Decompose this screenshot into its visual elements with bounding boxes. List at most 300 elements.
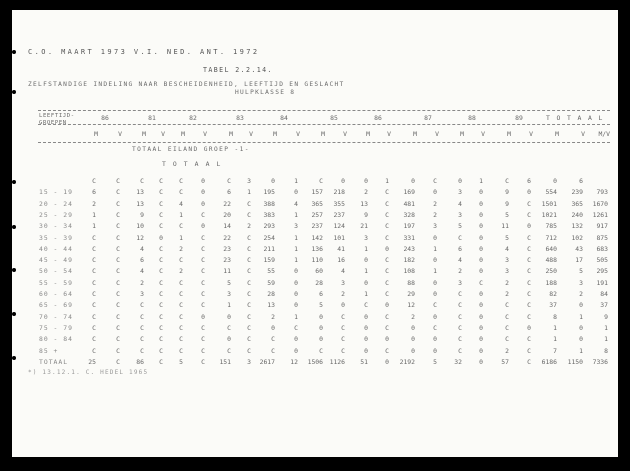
table-cell: 108 [403, 267, 415, 276]
table-cell: 0 [294, 335, 298, 344]
table-cell: 2 [364, 188, 368, 197]
table-cell: 0 [201, 199, 205, 208]
table-cell: 488 [545, 256, 557, 265]
table-row [12, 199, 618, 210]
table-subtitle-2: HULPKLASSE 8 [235, 89, 296, 96]
footnote: *) 13.12.1. C. HEDEL 1965 [28, 369, 149, 376]
row-label: 75 - 79 [39, 323, 73, 332]
table-cell: 1 [227, 301, 231, 310]
table-cell: 0 [411, 346, 415, 355]
left-header-2: GROEPEN [39, 120, 67, 126]
table-cell: C [247, 335, 251, 344]
table-cell: 0 [479, 199, 483, 208]
table-cell: 331 [403, 233, 415, 242]
rule-top [38, 110, 610, 111]
table-cell: C [227, 177, 231, 185]
table-cell: 1506 [307, 358, 323, 366]
row-label: 40 - 44 [39, 244, 73, 253]
table-cell: 365 [571, 199, 583, 208]
table-cell: 22 [223, 199, 231, 208]
table-cell: 6 [92, 188, 96, 197]
table-row [12, 255, 618, 266]
table-cell: C [116, 222, 120, 231]
sex-column-label: M [507, 130, 511, 138]
table-cell: 10 [136, 222, 144, 231]
table-cell: C [201, 301, 205, 310]
table-cell: 6 [227, 188, 231, 197]
table-cell: C [527, 233, 531, 242]
table-cell: C [201, 210, 205, 219]
table-cell: 3 [458, 188, 462, 197]
sex-column-label: V [118, 130, 122, 138]
row-label: 60 - 64 [39, 290, 73, 298]
table-cell: 3 [341, 278, 345, 287]
table-cell: 2 [140, 278, 144, 287]
table-cell: 9 [364, 210, 368, 219]
table-cell: 257 [311, 210, 323, 219]
table-cell: 0 [159, 233, 163, 242]
table-row [12, 233, 618, 244]
table-cell: 2 [505, 290, 509, 298]
table-cell: 12 [407, 301, 415, 310]
table-cell: 4 [341, 267, 345, 276]
table-cell: C [116, 358, 120, 366]
table-cell: 237 [311, 222, 323, 231]
table-cell: 151 [219, 358, 231, 366]
table-cell: 0 [479, 267, 483, 276]
table-cell: 55 [267, 267, 275, 276]
table-cell: 5 [433, 358, 437, 366]
table-cell: C [116, 335, 120, 344]
row-label: TOTAAL [39, 358, 69, 366]
row-label: 45 - 49 [39, 256, 73, 265]
table-cell: 785 [545, 222, 557, 231]
table-cell: 57 [501, 358, 509, 366]
table-cell: 25 [88, 358, 96, 366]
table-row [12, 346, 618, 357]
table-cell: C [159, 188, 163, 197]
table-cell: 13 [267, 301, 275, 310]
table-cell: C [247, 278, 251, 287]
sex-column-label: V [481, 130, 485, 138]
table-cell: C [505, 323, 509, 332]
sex-column-label: V [435, 130, 439, 138]
table-cell: 102 [571, 233, 583, 242]
table-cell: 3 [505, 256, 509, 265]
table-cell: 0 [227, 335, 231, 344]
table-cell: 1 [579, 346, 583, 355]
table-cell: C [92, 323, 96, 332]
table-cell: C [527, 278, 531, 287]
sex-column-label: M [94, 130, 98, 138]
table-cell: 505 [596, 256, 608, 265]
table-cell: C [116, 267, 120, 276]
table-cell: C [433, 177, 437, 185]
table-cell: 51 [360, 358, 368, 366]
table-cell: 29 [407, 290, 415, 298]
table-cell: C [116, 256, 120, 265]
table-cell: 4 [458, 256, 462, 265]
row-label: 65 - 69 [39, 301, 73, 310]
table-cell: C [385, 210, 389, 219]
table-cell: 2 [92, 199, 96, 208]
table-cell: 1150 [567, 358, 583, 366]
table-cell: 13 [136, 199, 144, 208]
table-cell: C [179, 335, 183, 344]
table-cell: 8 [604, 346, 608, 355]
table-cell: 917 [596, 222, 608, 231]
table-cell: 1 [92, 210, 96, 219]
table-row [12, 221, 618, 232]
table-cell: 20 [223, 210, 231, 219]
table-cell: 1 [294, 233, 298, 242]
table-cell: C [319, 346, 323, 355]
table-cell: 0 [294, 346, 298, 355]
table-cell: C [479, 278, 483, 287]
table-cell: C [247, 301, 251, 310]
table-cell: C [527, 256, 531, 265]
table-cell: C [159, 346, 163, 355]
sex-column-label: M [273, 130, 277, 138]
table-cell: C [458, 312, 462, 321]
table-cell: C [527, 267, 531, 276]
table-cell: 0 [341, 177, 345, 185]
table-cell: C [159, 358, 163, 366]
table-cell: 0 [364, 346, 368, 355]
table-cell: 0 [479, 335, 483, 344]
table-cell: 0 [579, 335, 583, 344]
table-cell: C [92, 312, 96, 321]
table-cell: 3 [294, 222, 298, 231]
row-label: 15 - 19 [39, 188, 73, 197]
table-cell: 0 [364, 177, 368, 185]
table-cell: C [140, 323, 144, 332]
table-cell: 0 [553, 177, 557, 185]
table-cell: C [92, 233, 96, 242]
table-cell: C [247, 199, 251, 208]
table-cell: C [385, 233, 389, 242]
table-cell: 132 [571, 222, 583, 231]
table-cell: 0 [479, 301, 483, 310]
table-cell: 88 [407, 278, 415, 287]
table-cell: C [505, 301, 509, 310]
table-cell: C [294, 323, 298, 332]
table-cell: C [116, 323, 120, 332]
table-cell: 4 [505, 244, 509, 253]
table-cell: 683 [596, 244, 608, 253]
table-cell: 41 [337, 244, 345, 253]
table-cell: 0 [433, 256, 437, 265]
table-cell: C [179, 312, 183, 321]
table-cell: C [527, 210, 531, 219]
table-cell: 0 [433, 278, 437, 287]
table-cell: C [201, 233, 205, 242]
table-cell: 6 [579, 177, 583, 185]
table-cell: C [527, 358, 531, 366]
table-cell: 0 [294, 188, 298, 197]
table-cell: 2617 [259, 358, 275, 366]
section-heading: TOTAAL EILAND GROEP -1- [132, 146, 250, 153]
table-cell: 3 [227, 290, 231, 298]
table-cell: C [247, 346, 251, 355]
table-cell: 295 [596, 267, 608, 276]
table-cell: 1 [294, 244, 298, 253]
table-cell: C [116, 312, 120, 321]
table-cell: 3 [247, 177, 251, 185]
row-label: 80 - 84 [39, 335, 73, 344]
row-label: 30 - 34 [39, 222, 73, 231]
table-cell: 1 [294, 312, 298, 321]
table-cell: 13 [360, 199, 368, 208]
table-cell: 3 [364, 233, 368, 242]
table-cell: C [201, 244, 205, 253]
table-cell: 23 [223, 256, 231, 265]
table-cell: 0 [433, 312, 437, 321]
sex-column-label: V [387, 130, 391, 138]
table-cell: C [201, 290, 205, 298]
table-cell: 157 [311, 188, 323, 197]
table-cell: C [341, 346, 345, 355]
table-cell: 2 [179, 267, 183, 276]
table-cell: C [341, 335, 345, 344]
table-cell: 7336 [592, 358, 608, 366]
table-cell: 86 [136, 358, 144, 366]
age-group-label: 88 [468, 114, 476, 122]
table-cell: 11 [501, 222, 509, 231]
table-cell: 0 [433, 233, 437, 242]
table-cell: 4 [140, 267, 144, 276]
table-cell: C [159, 256, 163, 265]
table-cell: 3 [458, 278, 462, 287]
sex-column-label: M/V [598, 130, 610, 138]
table-cell: C [159, 199, 163, 208]
table-cell: 239 [571, 188, 583, 197]
table-cell: 1 [179, 210, 183, 219]
table-cell: 0 [385, 358, 389, 366]
age-group-label: 86 [101, 114, 109, 122]
table-row [12, 323, 618, 334]
table-cell: C [247, 210, 251, 219]
table-cell: C [527, 244, 531, 253]
table-cell: 6 [140, 256, 144, 265]
total-column-label: T O T A A L [546, 114, 604, 122]
table-cell: 32 [454, 358, 462, 366]
table-cell: 124 [333, 222, 345, 231]
table-cell: C [385, 278, 389, 287]
document-page [12, 10, 618, 457]
table-cell: 355 [333, 199, 345, 208]
table-cell: 22 [223, 233, 231, 242]
table-cell: C [179, 177, 183, 185]
table-cell: 3 [433, 222, 437, 231]
table-cell: 197 [403, 222, 415, 231]
table-cell: 0 [227, 312, 231, 321]
table-cell: 5 [505, 210, 509, 219]
row-label: 55 - 59 [39, 278, 73, 287]
table-cell: 0 [201, 312, 205, 321]
table-cell: 0 [201, 222, 205, 231]
sex-column-label: V [343, 130, 347, 138]
table-cell: 3 [579, 278, 583, 287]
table-cell: 21 [360, 222, 368, 231]
table-cell: 2 [433, 210, 437, 219]
table-cell: 6 [458, 244, 462, 253]
age-group-label: 89 [515, 114, 523, 122]
age-group-label: 86 [374, 114, 382, 122]
table-cell: 1 [364, 290, 368, 298]
table-cell: 1 [294, 210, 298, 219]
table-cell: C [179, 188, 183, 197]
table-cell: C [319, 177, 323, 185]
table-cell: 2 [271, 312, 275, 321]
table-cell: C [433, 301, 437, 310]
table-cell: C [92, 290, 96, 298]
punch-hole [12, 50, 16, 54]
table-cell: C [159, 290, 163, 298]
table-cell: 365 [311, 199, 323, 208]
table-cell: C [247, 323, 251, 332]
table-cell: 1021 [541, 210, 557, 219]
table-cell: 188 [545, 278, 557, 287]
sex-column-label: V [203, 130, 207, 138]
table-cell: 11 [223, 267, 231, 276]
table-cell: C [505, 177, 509, 185]
table-cell: 793 [596, 188, 608, 197]
table-cell: 0 [527, 188, 531, 197]
sex-column-label: M [181, 130, 185, 138]
table-row [12, 266, 618, 277]
table-cell: 2 [247, 222, 251, 231]
table-cell: 0 [479, 210, 483, 219]
table-cell: C [116, 177, 120, 185]
table-cell: 0 [479, 358, 483, 366]
table-cell: C [116, 346, 120, 355]
table-cell: C [116, 188, 120, 197]
table-cell: 1 [433, 267, 437, 276]
table-cell: 0 [385, 301, 389, 310]
table-cell: C [201, 346, 205, 355]
sex-column-label: M [229, 130, 233, 138]
table-cell: 0 [433, 188, 437, 197]
sex-column-label: V [161, 130, 165, 138]
table-row [12, 300, 618, 311]
table-cell: 37 [600, 301, 608, 310]
table-cell: 1501 [541, 199, 557, 208]
table-cell: 6 [527, 177, 531, 185]
table-cell: 0 [433, 290, 437, 298]
table-cell: 0 [527, 323, 531, 332]
table-cell: C [159, 278, 163, 287]
table-cell: C [385, 222, 389, 231]
table-cell: 211 [263, 244, 275, 253]
table-cell: 254 [263, 233, 275, 242]
table-cell: C [385, 346, 389, 355]
table-cell: C [140, 177, 144, 185]
table-cell: C [227, 323, 231, 332]
table-cell: 875 [596, 233, 608, 242]
table-cell: C [527, 335, 531, 344]
table-cell: 5 [179, 358, 183, 366]
table-row [12, 278, 618, 289]
table-cell: C [271, 346, 275, 355]
table-cell: C [92, 301, 96, 310]
table-cell: 84 [600, 290, 608, 298]
table-cell: 17 [575, 256, 583, 265]
table-cell: 6 [319, 290, 323, 298]
table-cell: 4 [179, 199, 183, 208]
table-cell: C [116, 233, 120, 242]
table-cell: C [385, 290, 389, 298]
table-cell: C [201, 278, 205, 287]
table-cell: 2 [505, 346, 509, 355]
table-cell: C [116, 301, 120, 310]
table-cell: 4 [294, 199, 298, 208]
table-cell: 0 [433, 346, 437, 355]
rule-bottom [38, 142, 610, 143]
sex-column-label: M [555, 130, 559, 138]
table-cell: C [92, 278, 96, 287]
table-cell: 0 [201, 177, 205, 185]
table-cell: 0 [411, 335, 415, 344]
table-cell: 2 [179, 244, 183, 253]
table-cell: 9 [604, 312, 608, 321]
row-label: 85 + [39, 346, 59, 355]
table-cell: C [385, 312, 389, 321]
table-row [12, 312, 618, 323]
table-cell: 1 [553, 335, 557, 344]
table-cell: 0 [479, 290, 483, 298]
table-cell: C [271, 335, 275, 344]
table-cell: 328 [403, 210, 415, 219]
table-cell: 5 [458, 222, 462, 231]
table-cell: C [159, 267, 163, 276]
table-cell: 16 [337, 256, 345, 265]
table-cell: C [458, 346, 462, 355]
table-cell: C [247, 233, 251, 242]
table-cell: C [385, 267, 389, 276]
table-row [12, 244, 618, 255]
table-cell: C [92, 244, 96, 253]
sex-column-label: V [296, 130, 300, 138]
table-cell: C [458, 323, 462, 332]
table-cell: 0 [364, 312, 368, 321]
table-cell: 2 [411, 312, 415, 321]
table-cell: 0 [319, 312, 323, 321]
table-cell: C [159, 210, 163, 219]
table-cell: 4 [458, 199, 462, 208]
table-cell: C [201, 335, 205, 344]
table-cell: C [458, 301, 462, 310]
table-cell: C [159, 335, 163, 344]
table-cell: C [92, 335, 96, 344]
sex-column-label: V [581, 130, 585, 138]
table-subtitle: ZELFSTANDIGE INDELING NAAR BESCHEIDENHEID, LEEFTIJD EN GESLACHT [28, 81, 345, 88]
table-cell: 2 [505, 278, 509, 287]
table-cell: C [458, 233, 462, 242]
table-cell: 7 [553, 346, 557, 355]
table-cell: 2 [458, 267, 462, 276]
table-cell: 12 [290, 358, 298, 366]
table-cell: C [179, 346, 183, 355]
table-cell: C [201, 267, 205, 276]
table-cell: 0 [411, 323, 415, 332]
age-group-label: 81 [148, 114, 156, 122]
table-cell: C [527, 346, 531, 355]
table-cell: C [505, 312, 509, 321]
table-cell: C [140, 346, 144, 355]
table-cell: 0 [385, 244, 389, 253]
table-cell: 28 [267, 290, 275, 298]
